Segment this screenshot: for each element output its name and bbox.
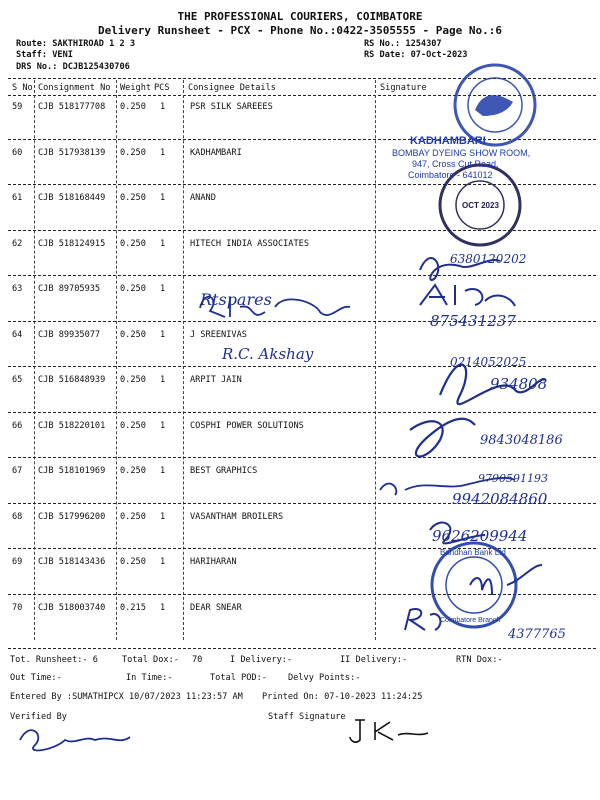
row-consignee: COSPHI POWER SOLUTIONS <box>190 420 304 431</box>
row-pcs: 1 <box>160 147 166 158</box>
signature-row69 <box>470 565 542 595</box>
row-pcs: 1 <box>160 466 166 476</box>
route-label: Route: SAKTHIROAD 1 2 3 <box>16 39 135 49</box>
printed-on: Printed On: 07-10-2023 11:24:25 <box>262 692 423 702</box>
table-top-rule <box>8 78 596 79</box>
row-pcs: 1 <box>160 102 166 112</box>
row-separator <box>8 184 596 185</box>
handwritten-row63-consignee: Rtspares <box>200 290 272 309</box>
row-weight: 0.250 <box>120 284 146 294</box>
row-sno: 63 <box>12 284 23 294</box>
row-consignee: ARPIT JAIN <box>190 375 242 385</box>
bank-stamp-branch: Coimbatore Branch <box>440 617 501 624</box>
kadhambari-stamp-line1: BOMBAY DYEING SHOW ROOM, <box>392 148 531 158</box>
row-pcs: 1 <box>160 557 166 567</box>
verified-by-label: Verified By <box>10 712 67 722</box>
column-separator <box>116 80 117 640</box>
row-consignment-number: CJB 518177708 <box>38 102 106 112</box>
row-sno: 70 <box>12 602 23 613</box>
handwritten-phone-row65b: 934808 <box>490 375 548 393</box>
row-consignee: KADHAMBARI <box>190 147 242 158</box>
column-separator <box>34 80 35 640</box>
drs-number: DRS No.: DCJB125430706 <box>16 62 130 72</box>
column-header-weight: Weight <box>120 83 152 93</box>
handwritten-row64-consignee: R.C. Akshay <box>222 345 314 363</box>
column-header-sno: S No <box>12 83 33 93</box>
total-dox-label: Total Dox:- <box>122 655 179 665</box>
row-weight: 0.250 <box>120 466 146 476</box>
handwritten-phone-row70: 4377765 <box>508 627 566 642</box>
row-pcs: 1 <box>160 329 166 340</box>
row-weight: 0.250 <box>120 102 146 112</box>
psr-round-stamp <box>455 65 535 145</box>
row-separator <box>8 275 596 276</box>
row-sno: 61 <box>12 193 23 203</box>
row-separator <box>8 139 596 140</box>
row-consignment-number: CJB 517996200 <box>38 511 106 522</box>
ii-delivery-label: II Delivery:- <box>340 655 408 665</box>
row-separator <box>8 594 596 595</box>
kadhambari-stamp-line3: Coimbatore - 641012 <box>408 170 493 180</box>
in-time-label: In Time:- <box>126 673 173 683</box>
tot-runsheet: Tot. Runsheet:- 6 <box>10 655 98 665</box>
row-consignment-number: CJB 89705935 <box>38 284 101 294</box>
handwritten-phone-row68: 9626209944 <box>432 527 528 545</box>
row-pcs: 1 <box>160 375 166 385</box>
row-sno: 60 <box>12 147 23 158</box>
i-delivery-label: I Delivery:- <box>230 655 293 665</box>
total-dox-value: 70 <box>192 655 203 665</box>
verified-signature <box>20 730 130 750</box>
row-consignment-number: CJB 518101969 <box>38 466 106 476</box>
handwritten-phone-row63: 875431237 <box>430 312 516 330</box>
rs-date: RS Date: 07-Oct-2023 <box>364 50 468 60</box>
runsheet-subtitle: Delivery Runsheet - PCX - Phone No.:0422-3505555 - Page No.:6 <box>98 24 502 37</box>
row-pcs: 1 <box>160 284 166 294</box>
row-consignee: ANAND <box>190 193 216 203</box>
handwritten-phone-row66: 9843048186 <box>480 433 563 448</box>
signature-row70 <box>405 609 440 630</box>
row-weight: 0.250 <box>120 147 146 158</box>
row-consignment-number: CJB 89935077 <box>38 329 101 340</box>
handwritten-phone-row67b: 9942084860 <box>452 490 548 508</box>
row-separator <box>8 412 596 413</box>
row-sno: 67 <box>12 466 23 476</box>
row-weight: 0.250 <box>120 375 146 385</box>
round-stamp-date: OCT 2023 <box>462 201 499 210</box>
row-pcs: 1 <box>160 420 166 431</box>
column-header-pcs: PCS <box>154 83 170 93</box>
row-consignee: J SREENIVAS <box>190 329 247 340</box>
row-separator <box>8 457 596 458</box>
delvy-points-label: Delvy Points:- <box>288 673 361 683</box>
row-pcs: 1 <box>160 238 166 249</box>
table-bottom-rule <box>8 648 596 649</box>
kadhambari-stamp-line2: 947, Cross Cut Road, <box>412 159 499 169</box>
column-header-consignment: Consignment No <box>38 83 111 93</box>
row-weight: 0.250 <box>120 511 146 522</box>
kadhambari-stamp-name: KADHAMBARI <box>410 135 486 147</box>
table-header-rule <box>8 95 596 96</box>
entered-by: Entered By :SUMATHIPCX 10/07/2023 11:23:57 AM <box>10 692 243 702</box>
handwritten-phone-row62: 6380120202 <box>450 252 527 266</box>
row-pcs: 1 <box>160 511 166 522</box>
staff-signature <box>350 720 428 742</box>
row-weight: 0.250 <box>120 193 146 203</box>
row-consignee: HITECH INDIA ASSOCIATES <box>190 238 309 249</box>
company-title: THE PROFESSIONAL COURIERS, COIMBATORE <box>177 10 423 23</box>
row-consignment-number: CJB 518124915 <box>38 238 106 249</box>
row-consignment-number: CJB 518220101 <box>38 420 106 431</box>
row-sno: 59 <box>12 102 23 112</box>
row-consignee: VASANTHAM BROILERS <box>190 511 284 522</box>
row-sno: 66 <box>12 420 23 431</box>
row-separator <box>8 230 596 231</box>
row-consignment-number: CJB 518143436 <box>38 557 106 567</box>
handwritten-phone-row65: 0214052025 <box>450 355 527 369</box>
out-time-label: Out Time:- <box>10 673 62 683</box>
row-consignee: BEST GRAPHICS <box>190 466 258 476</box>
row-sno: 69 <box>12 557 23 567</box>
staff-label: Staff: VENI <box>16 50 73 60</box>
rs-number: RS No.: 1254307 <box>364 39 442 49</box>
row-weight: 0.250 <box>120 420 146 431</box>
row-consignee: PSR SILK SAREEES <box>190 102 273 112</box>
row-weight: 0.250 <box>120 557 146 567</box>
row-weight: 0.250 <box>120 238 146 249</box>
row-pcs: 1 <box>160 602 166 613</box>
signature-row63 <box>420 285 515 306</box>
row-consignee: HARIHARAN <box>190 557 237 567</box>
column-header-consignee: Consignee Details <box>188 83 276 93</box>
row-sno: 64 <box>12 329 23 340</box>
row-consignment-number: CJB 518003740 <box>38 602 106 613</box>
row-weight: 0.215 <box>120 602 146 613</box>
staff-signature-label: Staff Signature <box>268 712 346 722</box>
signature-row66 <box>410 419 475 457</box>
row-consignee: DEAR SNEAR <box>190 602 242 613</box>
bank-stamp-name: Bandhan Bank Ltd <box>440 548 506 557</box>
row-consignment-number: CJB 516848939 <box>38 375 106 385</box>
column-header-signature: Signature <box>380 83 427 93</box>
row-weight: 0.250 <box>120 329 146 340</box>
row-sno: 65 <box>12 375 23 385</box>
row-sno: 68 <box>12 511 23 522</box>
row-sno: 62 <box>12 238 23 249</box>
total-pod-label: Total POD:- <box>210 673 267 683</box>
rtn-dox-label: RTN Dox:- <box>456 655 503 665</box>
row-consignment-number: CJB 518168449 <box>38 193 106 203</box>
row-pcs: 1 <box>160 193 166 203</box>
column-separator <box>375 80 376 640</box>
row-consignment-number: CJB 517938139 <box>38 147 106 158</box>
handwritten-phone-row67a: 9790591193 <box>478 472 548 485</box>
row-separator <box>8 548 596 549</box>
column-separator <box>183 80 184 640</box>
